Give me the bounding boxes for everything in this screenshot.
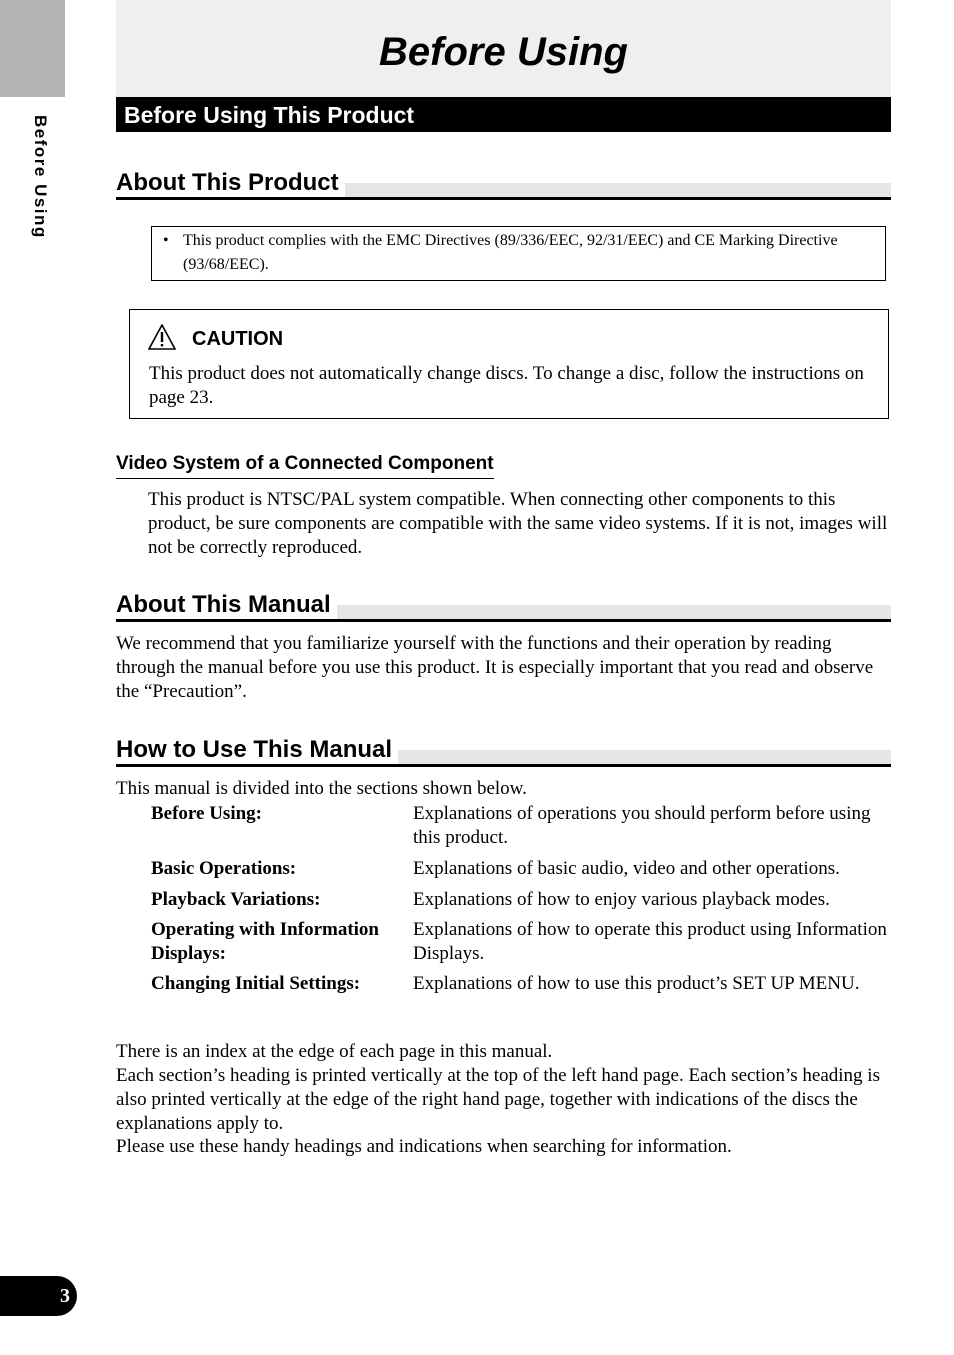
section-heading-how-to-use [116,734,891,770]
video-system-text: This product is NTSC/PAL system compatible. When connecting other components to this product, be sure components are compatible with the same video systems. If it is not, images will not be correctly reproduced. [148,489,888,558]
section-description: Explanations of basic audio, video and other operations. [413,858,840,879]
section-description: Explanations of how to enjoy various playback modes. [413,889,830,910]
compliance-text: This product complies with the EMC Directives (89/336/EEC, 92/31/EEC) and CE Marking Directive (93/68/EEC). [183,232,838,273]
how-to-use-intro: This manual is divided into the sections shown below. [116,778,527,799]
section-heading-about-manual [116,589,891,625]
caution-text: This product does not automatically change discs. To change a disc, follow the instructions on page 23. [149,363,864,408]
about-manual-text: We recommend that you familiarize yourself with the functions and their operation by reading through the manual before you use this product. It is especially important that you read and observe the “Precaution”. [116,633,874,702]
section-description: Explanations of how to use this product’s SET UP MENU. [413,973,860,994]
section-index-label: Before Using [31,115,50,239]
bullet: • [163,232,169,249]
closing-line-index: There is an index at the edge of each page in this manual. [116,1041,553,1062]
section-term: Operating with Information Displays: [151,919,379,964]
page-number: 3 [0,1276,77,1316]
section-index-tab [0,0,65,97]
closing-line-headings: Each section’s heading is printed vertically at the top of the left hand page. Each section’s heading is also printed vertically at the edge of the right hand page, together with indications of the discs the explanations apply to. [116,1065,880,1134]
caution-box [129,309,889,419]
chapter-bar: Before Using This Product [116,97,891,132]
section-term: Before Using: [151,803,262,824]
section-term: Basic Operations: [151,858,297,879]
section-term: Changing Initial Settings: [151,973,361,994]
section-heading-text: How to Use This Manual [116,736,398,764]
section-heading-text: About This Manual [116,591,337,619]
closing-line-usage: Please use these handy headings and indications when searching for information. [116,1136,732,1157]
section-heading-about-product [116,167,891,203]
subheading-video-system: Video System of a Connected Component [116,452,494,479]
caution-label: CAUTION [192,328,284,350]
section-description: Explanations of operations you should perform before using this product. [413,803,871,848]
compliance-note [151,226,886,281]
section-heading-text: About This Product [116,169,345,197]
section-term: Playback Variations: [151,889,321,910]
section-description: Explanations of how to operate this product using Information Displays. [413,919,887,964]
page-title: Before Using [379,30,628,74]
warning-icon [148,324,176,350]
